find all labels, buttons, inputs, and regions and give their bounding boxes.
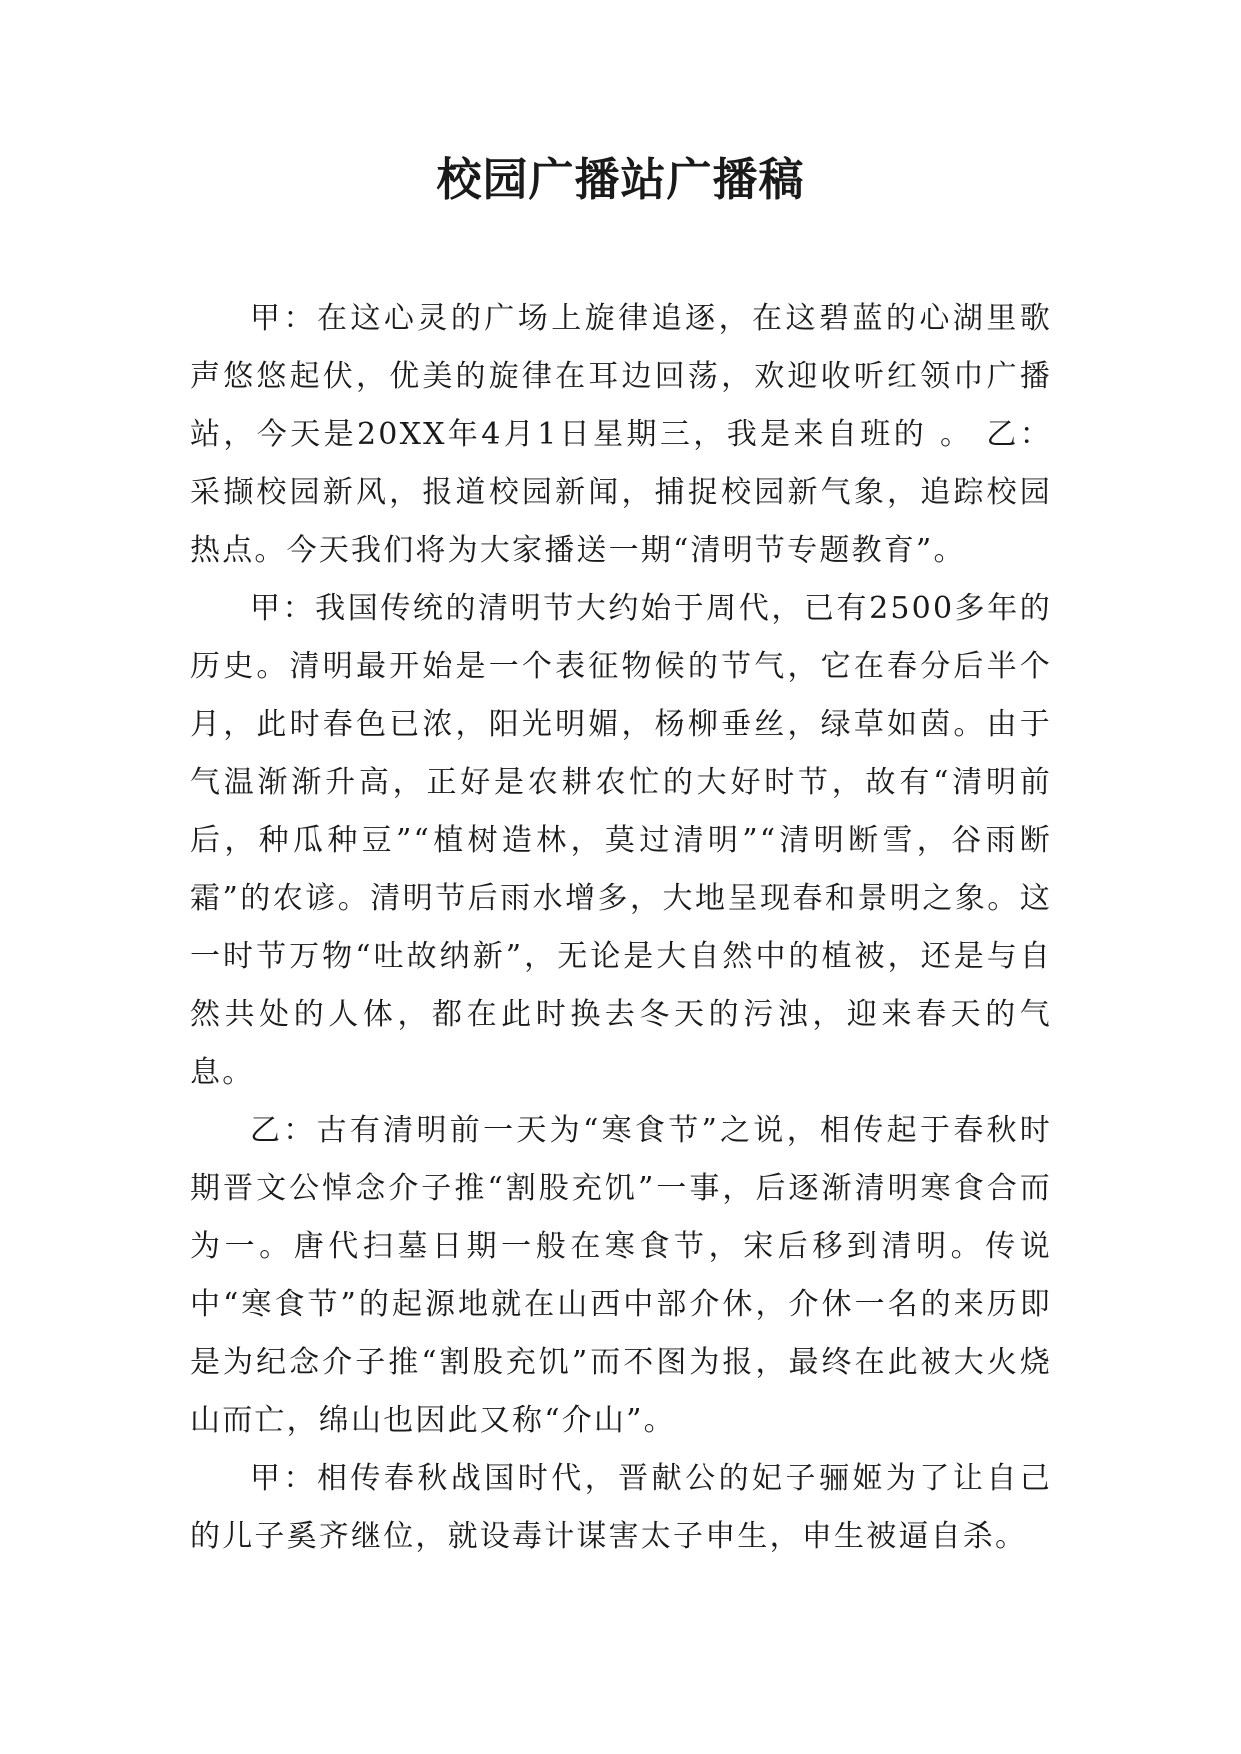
paragraph-1: 甲：在这心灵的广场上旋律追逐，在这碧蓝的心湖里歌声悠悠起伏，优美的旋律在耳边回荡，欢迎收听红领巾广播站，今天是20XX年4月1日星期三，我是来自班的 。 乙：采撷校园新风，报道校园新闻，捕捉校园新气象，追踪校园热点。今天我们将为大家播送一期“清明节专题教育”。 <box>190 301 1052 568</box>
document-title: 校园广播站广播稿 <box>436 153 805 206</box>
document-body <box>190 290 1052 1566</box>
paragraph-2: 甲：我国传统的清明节大约始于周代，已有2500多年的历史。清明最开始是一个表征物候的节气，它在春分后半个月，此时春色已浓，阳光明媚，杨柳垂丝，绿草如茵。由于气温渐渐升高，正好是农耕农忙的大好时节，故有“清明前后，种瓜种豆”“植树造林，莫过清明”“清明断雪，谷雨断霜”的农谚。清明节后雨水增多，大地呈现春和景明之象。这一时节万物“吐故纳新”，无论是大自然中的植被，还是与自然共处的人体，都在此时换去冬天的污浊，迎来春天的气息。 <box>190 591 1052 1090</box>
paragraph-4: 甲：相传春秋战国时代，晋献公的妃子骊姬为了让自己的儿子奚齐继位，就设毒计谋害太子申生，申生被逼自杀。 <box>190 1461 1052 1554</box>
paragraph-3: 乙：古有清明前一天为“寒食节”之说，相传起于春秋时期晋文公悼念介子推“割股充饥”一事，后逐渐清明寒食合而为一。唐代扫墓日期一般在寒食节，宋后移到清明。传说中“寒食节”的起源地就在山西中部介休，介休一名的来历即是为纪念介子推“割股充饥”而不图为报，最终在此被大火烧山而亡，绵山也因此又称“介山”。 <box>190 1113 1052 1438</box>
